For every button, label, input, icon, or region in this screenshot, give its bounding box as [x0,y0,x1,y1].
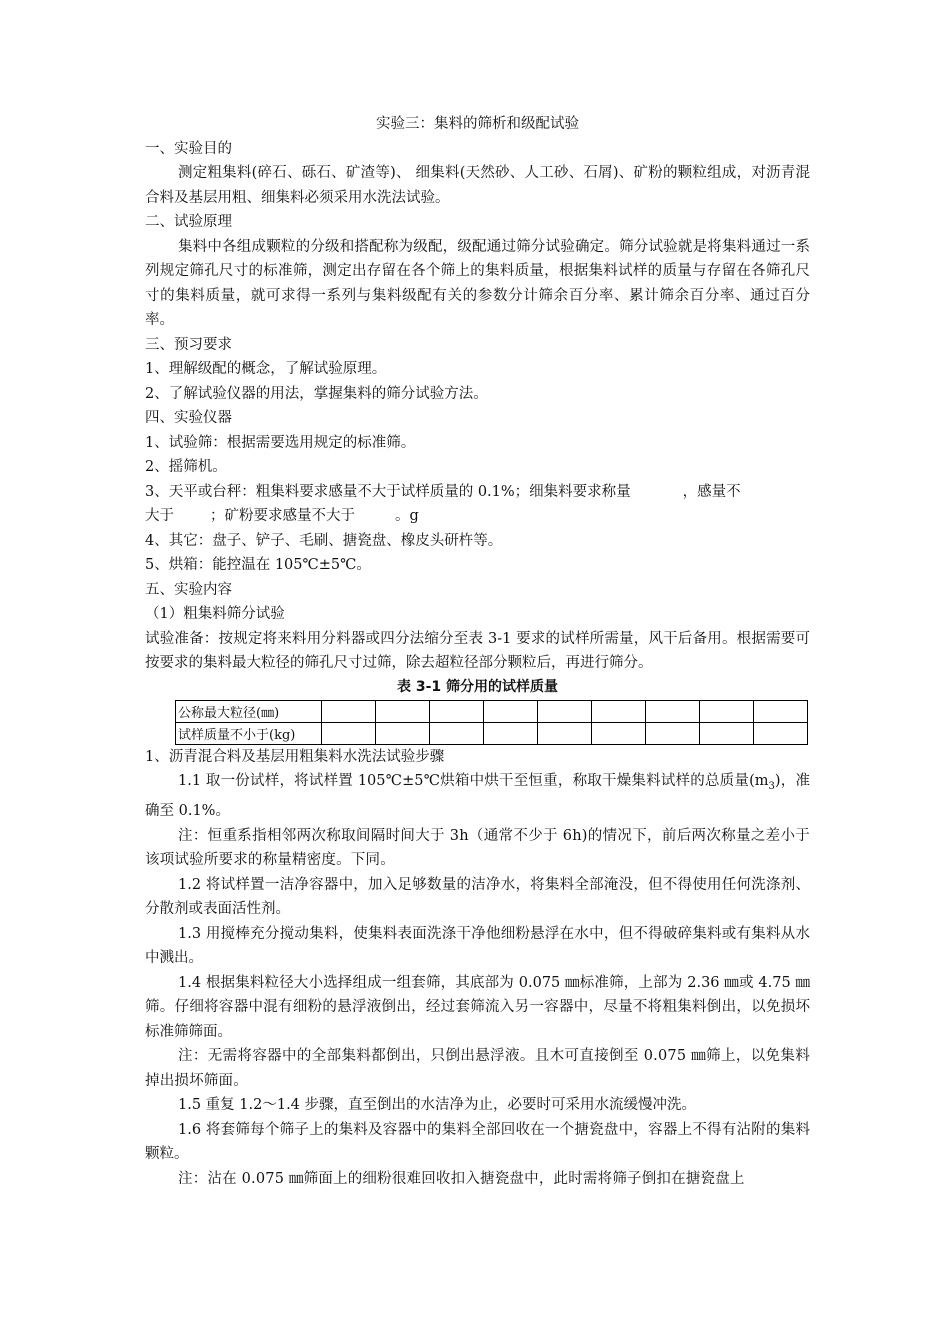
item-3-text-d: ；矿粉要求感量不大于 [210,508,355,524]
note-1: 注：恒重系指相邻两次称取间隔时间大于 3h（通常不少于 6h)的情况下，前后两次称量之差小于该项试验所要求的称量精密度。下同。 [145,827,810,869]
table-row [176,722,808,744]
section-3-item-1: 1、理解级配的概念，了解试验原理。 [145,361,387,377]
section-4-item-1: 1、试验筛：根据需要选用规定的标准筛。 [145,434,416,451]
section-3-item-2: 2、了解试验仪器的用法，掌握集料的筛分试验方法。 [145,385,488,402]
step-1-1: 1.1 取一份试样，将试样置 105℃±5℃烘箱中烘干至恒重，称取干燥集料试样的总质量$(m_3)$，准确至 0.1%。 [145,773,810,820]
table-row-header: 试样质量不小于(kg) [176,722,322,744]
step-1-5: 1.5 重复 1.2～1.4 步骤，直至倒出的水洁净为止，必要时可采用水流缓慢冲洗。 [178,1097,697,1114]
section-1-heading: 一、实验目的 [145,140,232,157]
section-1-paragraph: 测定粗集料(碎石、砾石、矿渣等)、 细集料(天然砂、人工砂、石屑)、矿粉的颗粒组成，对沥青混合料及基层用粗、细集料必须采用水洗法试验。 [145,165,810,206]
table-row-header: 公称最大粒径(㎜) [176,700,322,722]
table-title: 表 3-1 筛分用的试样质量 [396,678,559,695]
table-row [176,700,808,722]
step-1-2: 1.2 将试样置一洁净容器中，加入足够数量的洁净水，将集料全部淹没，但不得使用任何洗涤剂、分散剂或表面活性剂。 [145,876,810,918]
steps-heading: 1、沥青混合料及基层用粗集料水洗法试验步骤 [145,748,445,765]
item-3-text-b: ，感量不 [682,483,741,500]
item-3-text-c: 大于 [145,508,174,524]
preparation-paragraph: 试验准备：按规定将来料用分料器或四分法缩分至表 3-1 要求的试样所需量，风干后备用。根据需要可按要求的集料最大粒径的筛孔尺寸过筛，除去超粒径部分颗粒后，再进行筛分。 [145,630,810,671]
section-4-item-3-line-1 [145,480,810,505]
item-3-text-a: 3、天平或台秤：粗集料要求感量不大于试样质量的 0.1%；细集料要求称量 [145,483,631,500]
section-3-heading: 三、预习要求 [145,336,232,353]
section-4-item-2: 2、摇筛机。 [145,459,227,475]
note-3: 注：沾在 0.075 ㎜筛面上的细粉很难回收扣入搪瓷盘中，此时需将筛子倒扣在搪瓷盘上 [178,1170,745,1187]
section-4-item-3-line-2 [145,504,810,529]
section-5-heading: 五、实验内容 [145,581,232,598]
section-4-item-5: 5、烘箱：能控温在 105℃±5℃。 [145,557,371,573]
section-2-paragraph: 集料中各组成颗粒的分级和搭配称为级配，级配通过筛分试验确定。筛分试验就是将集料通过一系列规定筛孔尺寸的标准筛，测定出存留在各个筛上的集料质量，根据集料试样的质量与存留在各筛孔尺寸的集料质量，就可求得一系列与集料级配有关的参数分计筛余百分率、累计筛余百分率、通过百分率。 [145,238,810,328]
doc-title: 实验三：集料的筛析和级配试验 [376,116,579,132]
step-1-4: 1.4 根据集料粒径大小选择组成一组套筛，其底部为 0.075 ㎜标准筛，上部为 2.36 ㎜或 4.75 ㎜筛。仔细将容器中混有细粉的悬浮液倒出，经过套筛流入另一容器中，尽量不将粗集料倒出，以免损坏标准筛筛面。 [145,974,810,1040]
section-2-heading: 二、试验原理 [145,214,232,230]
sample-mass-table [175,700,808,745]
document-page [145,112,810,1191]
section-5-subheading: （1）粗集料筛分试验 [145,606,285,622]
note-2: 注：无需将容器中的全部集料都倒出，只倒出悬浮液。且木可直接倒至 0.075 ㎜筛上，以免集料掉出损坏筛面。 [145,1048,810,1089]
section-4-item-4: 4、其它：盘子、铲子、毛刷、搪瓷盘、橡皮头研杵等。 [145,532,503,549]
item-3-text-e: 。g [395,508,419,524]
step-1-6: 1.6 将套筛每个筛子上的集料及容器中的集料全部回收在一个搪瓷盘中，容器上不得有沾附的集料颗粒。 [145,1121,810,1163]
section-4-heading: 四、实验仪器 [145,410,232,426]
step-1-3: 1.3 用搅棒充分搅动集料，使集料表面洗涤干净他细粉悬浮在水中，但不得破碎集料或有集料从水中溅出。 [145,925,810,967]
